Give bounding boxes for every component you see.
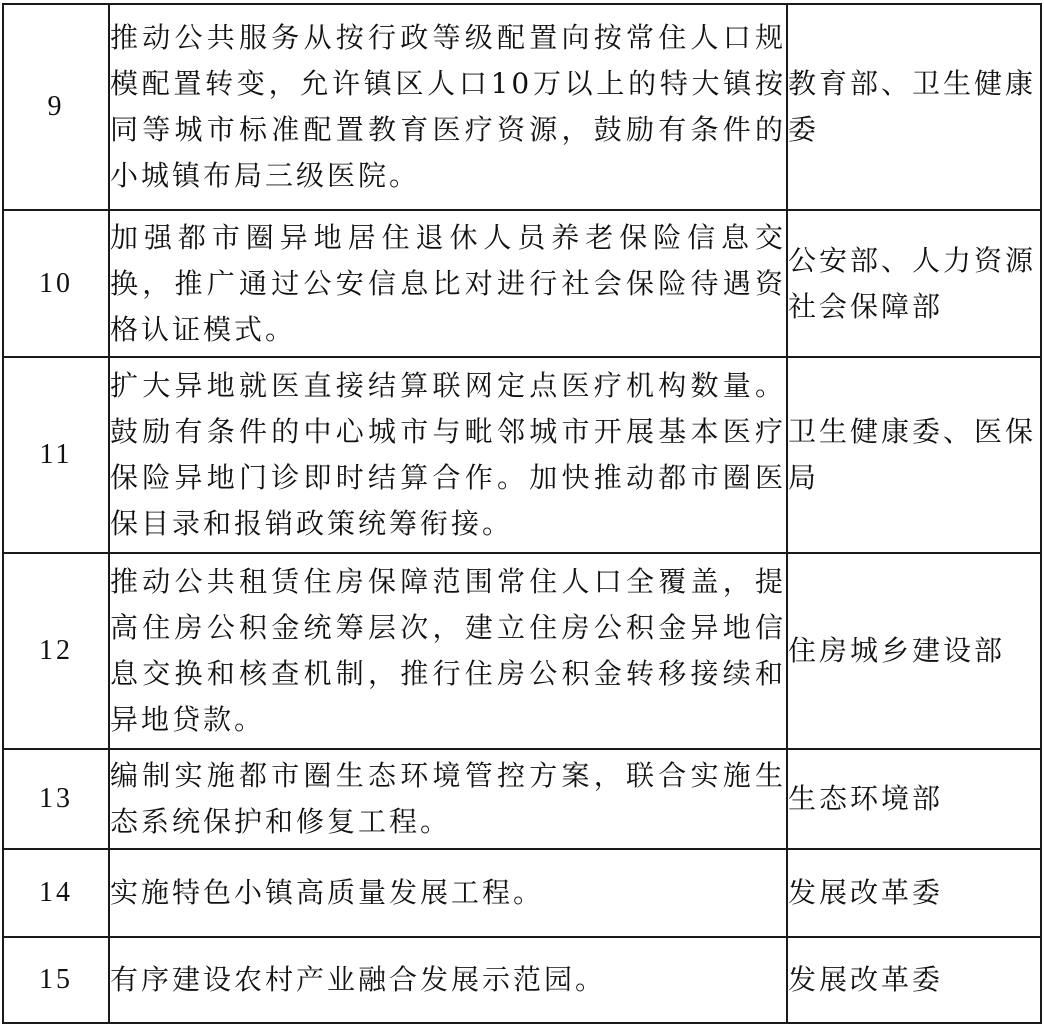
row-number: 14 — [3, 849, 109, 937]
task-description: 扩大异地就医直接结算联网定点医疗机构数量。鼓励有条件的中心城市与毗邻城市开展基本医疗保险异地门诊即时结算合作。加快推动都市圈医保目录和报销政策统筹衔接。 — [109, 357, 787, 553]
task-description: 加强都市圈异地居住退休人员养老保险信息交换，推广通过公安信息比对进行社会保险待遇资格认证模式。 — [109, 210, 787, 357]
task-description: 编制实施都市圈生态环境管控方案，联合实施生态系统保护和修复工程。 — [109, 749, 787, 849]
task-description: 推动公共租赁住房保障范围常住人口全覆盖，提高住房公积金统筹层次，建立住房公积金异地信息交换和核查机制，推行住房公积金转移接续和异地贷款。 — [109, 553, 787, 749]
row-number: 9 — [3, 4, 109, 210]
responsible-department: 教育部、卫生健康委 — [787, 4, 1041, 210]
table-row — [3, 210, 1041, 357]
table-row — [3, 937, 1041, 1023]
table-row — [3, 749, 1041, 849]
row-number: 10 — [3, 210, 109, 357]
policy-task-table — [2, 3, 1042, 1024]
responsible-department: 发展改革委 — [787, 937, 1041, 1023]
row-number: 12 — [3, 553, 109, 749]
row-number: 15 — [3, 937, 109, 1023]
table-row — [3, 553, 1041, 749]
row-number: 11 — [3, 357, 109, 553]
responsible-department: 公安部、人力资源社会保障部 — [787, 210, 1041, 357]
responsible-department: 住房城乡建设部 — [787, 553, 1041, 749]
task-description: 推动公共服务从按行政等级配置向按常住人口规模配置转变，允许镇区人口10万以上的特大镇按同等城市标准配置教育医疗资源，鼓励有条件的小城镇布局三级医院。 — [109, 4, 787, 210]
table-row — [3, 849, 1041, 937]
responsible-department: 生态环境部 — [787, 749, 1041, 849]
task-description: 有序建设农村产业融合发展示范园。 — [109, 937, 787, 1023]
responsible-department: 发展改革委 — [787, 849, 1041, 937]
row-number: 13 — [3, 749, 109, 849]
table-row — [3, 4, 1041, 210]
responsible-department: 卫生健康委、医保局 — [787, 357, 1041, 553]
task-description: 实施特色小镇高质量发展工程。 — [109, 849, 787, 937]
table-row — [3, 357, 1041, 553]
